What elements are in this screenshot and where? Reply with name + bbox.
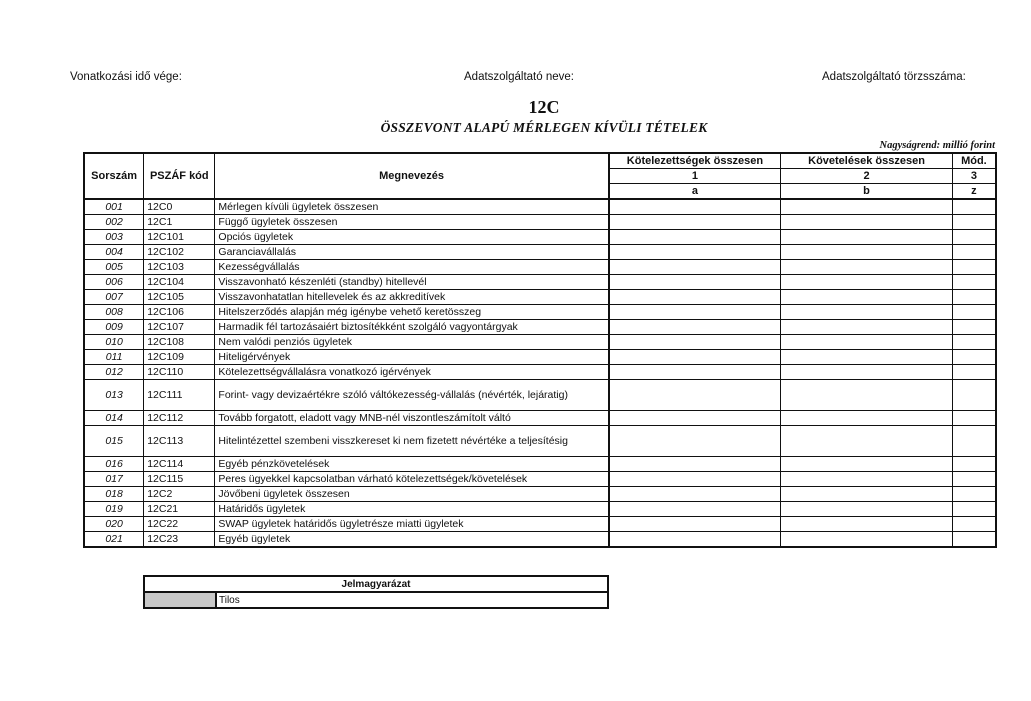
row-receivables-value[interactable]	[781, 411, 953, 426]
row-liabilities-value[interactable]	[609, 275, 781, 290]
row-liabilities-value[interactable]	[609, 517, 781, 532]
row-serial: 006	[84, 275, 144, 290]
row-receivables-value[interactable]	[781, 275, 953, 290]
row-pszaf-code: 12C109	[144, 350, 215, 365]
row-liabilities-value[interactable]	[609, 260, 781, 275]
table-row	[84, 335, 996, 350]
col-header-receivables: Követelések összesen	[781, 153, 953, 169]
row-pszaf-code: 12C2	[144, 487, 215, 502]
row-pszaf-code: 12C111	[144, 380, 215, 411]
row-pszaf-code: 12C105	[144, 290, 215, 305]
row-mod-value[interactable]	[952, 365, 996, 380]
row-name: Hitelszerződés alapján még igénybe vehető keretösszeg	[215, 305, 609, 320]
row-serial: 016	[84, 457, 144, 472]
row-receivables-value[interactable]	[781, 260, 953, 275]
table-row	[84, 411, 996, 426]
row-liabilities-value[interactable]	[609, 380, 781, 411]
row-pszaf-code: 12C113	[144, 426, 215, 457]
row-mod-value[interactable]	[952, 472, 996, 487]
col-letter-b: b	[781, 184, 953, 200]
form-code: 12C	[528, 97, 560, 117]
row-serial: 004	[84, 245, 144, 260]
table-row	[84, 472, 996, 487]
col-header-name: Megnevezés	[215, 153, 609, 199]
row-name: Függő ügyletek összesen	[215, 215, 609, 230]
row-receivables-value[interactable]	[781, 487, 953, 502]
row-pszaf-code: 12C23	[144, 532, 215, 548]
row-pszaf-code: 12C108	[144, 335, 215, 350]
table-row	[84, 305, 996, 320]
off-balance-sheet-table	[83, 152, 997, 548]
row-liabilities-value[interactable]	[609, 335, 781, 350]
row-serial: 008	[84, 305, 144, 320]
row-receivables-value[interactable]	[781, 230, 953, 245]
row-serial: 020	[84, 517, 144, 532]
row-receivables-value[interactable]	[781, 290, 953, 305]
row-name: Forint- vagy devizaértékre szóló váltókezesség-vállalás (névérték, lejáratig)	[215, 380, 609, 411]
row-name: Hiteligérvények	[215, 350, 609, 365]
row-receivables-value[interactable]	[781, 199, 953, 215]
row-pszaf-code: 12C103	[144, 260, 215, 275]
row-liabilities-value[interactable]	[609, 487, 781, 502]
row-mod-value[interactable]	[952, 502, 996, 517]
table-row	[84, 350, 996, 365]
row-receivables-value[interactable]	[781, 350, 953, 365]
row-liabilities-value[interactable]	[609, 502, 781, 517]
row-liabilities-value[interactable]	[609, 305, 781, 320]
row-pszaf-code: 12C21	[144, 502, 215, 517]
row-receivables-value[interactable]	[781, 532, 953, 548]
form-title: ÖSSZEVONT ALAPÚ MÉRLEGEN KÍVÜLI TÉTELEK	[380, 120, 708, 135]
row-serial: 015	[84, 426, 144, 457]
forbidden-label: Tilos	[216, 592, 608, 608]
row-receivables-value[interactable]	[781, 320, 953, 335]
row-name: Tovább forgatott, eladott vagy MNB-nél viszontleszámítolt váltó	[215, 411, 609, 426]
row-receivables-value[interactable]	[781, 380, 953, 411]
row-liabilities-value[interactable]	[609, 532, 781, 548]
row-serial: 010	[84, 335, 144, 350]
col-number-3: 3	[952, 169, 996, 184]
row-mod-value[interactable]	[952, 335, 996, 350]
row-pszaf-code: 12C115	[144, 472, 215, 487]
row-name: Kezességvállalás	[215, 260, 609, 275]
row-pszaf-code: 12C0	[144, 199, 215, 215]
table-row	[84, 517, 996, 532]
row-mod-value[interactable]	[952, 215, 996, 230]
row-name: Visszavonhatatlan hitellevelek és az akkreditívek	[215, 290, 609, 305]
row-receivables-value[interactable]	[781, 426, 953, 457]
row-liabilities-value[interactable]	[609, 457, 781, 472]
row-name: Jövőbeni ügyletek összesen	[215, 487, 609, 502]
table-row	[84, 215, 996, 230]
row-receivables-value[interactable]	[781, 305, 953, 320]
row-pszaf-code: 12C114	[144, 457, 215, 472]
table-row	[84, 320, 996, 335]
row-serial: 018	[84, 487, 144, 502]
row-receivables-value[interactable]	[781, 245, 953, 260]
row-liabilities-value[interactable]	[609, 411, 781, 426]
col-header-serial: Sorszám	[84, 153, 144, 199]
row-name: Határidős ügyletek	[215, 502, 609, 517]
table-row	[84, 380, 996, 411]
col-header-liabilities: Kötelezettségek összesen	[609, 153, 781, 169]
row-mod-value[interactable]	[952, 305, 996, 320]
row-pszaf-code: 12C101	[144, 230, 215, 245]
col-header-pszaf-code: PSZÁF kód	[144, 153, 215, 199]
provider-name-label: Adatszolgáltató neve:	[464, 71, 574, 83]
legend-title: Jelmagyarázat	[144, 576, 608, 592]
row-receivables-value[interactable]	[781, 517, 953, 532]
row-name: Egyéb ügyletek	[215, 532, 609, 548]
row-liabilities-value[interactable]	[609, 230, 781, 245]
table-row	[84, 245, 996, 260]
row-name: Hitelintézettel szembeni visszkereset ki nem fizetett névértéke a teljesítésig	[215, 426, 609, 457]
reporting-period-end-label: Vonatkozási idő vége:	[70, 71, 182, 83]
row-mod-value[interactable]	[952, 350, 996, 365]
table-row	[84, 487, 996, 502]
row-name: Visszavonható készenléti (standby) hitellevél	[215, 275, 609, 290]
row-pszaf-code: 12C1	[144, 215, 215, 230]
row-liabilities-value[interactable]	[609, 472, 781, 487]
row-pszaf-code: 12C104	[144, 275, 215, 290]
table-row	[84, 365, 996, 380]
row-mod-value[interactable]	[952, 532, 996, 548]
row-mod-value[interactable]	[952, 230, 996, 245]
row-mod-value[interactable]	[952, 517, 996, 532]
row-serial: 002	[84, 215, 144, 230]
forbidden-swatch	[144, 592, 216, 608]
col-header-mod: Mód.	[952, 153, 996, 169]
row-pszaf-code: 12C110	[144, 365, 215, 380]
col-number-2: 2	[781, 169, 953, 184]
unit-note: Nagyságrend: millió forint	[879, 140, 995, 151]
table-row	[84, 230, 996, 245]
table-row	[84, 532, 996, 548]
row-name: Kötelezettségvállalásra vonatkozó igérvények	[215, 365, 609, 380]
row-pszaf-code: 12C107	[144, 320, 215, 335]
row-pszaf-code: 12C106	[144, 305, 215, 320]
row-receivables-value[interactable]	[781, 502, 953, 517]
row-serial: 011	[84, 350, 144, 365]
row-name: Mérlegen kívüli ügyletek összesen	[215, 199, 609, 215]
row-mod-value[interactable]	[952, 380, 996, 411]
row-mod-value[interactable]	[952, 199, 996, 215]
row-pszaf-code: 12C102	[144, 245, 215, 260]
row-mod-value[interactable]	[952, 290, 996, 305]
row-serial: 019	[84, 502, 144, 517]
row-mod-value[interactable]	[952, 275, 996, 290]
row-receivables-value[interactable]	[781, 215, 953, 230]
table-row	[84, 275, 996, 290]
row-name: SWAP ügyletek határidős ügyletrésze miatti ügyletek	[215, 517, 609, 532]
row-mod-value[interactable]	[952, 457, 996, 472]
legend-table	[143, 575, 609, 609]
row-serial: 014	[84, 411, 144, 426]
table-row	[84, 199, 996, 215]
row-serial: 001	[84, 199, 144, 215]
table-row	[84, 457, 996, 472]
row-liabilities-value[interactable]	[609, 199, 781, 215]
row-pszaf-code: 12C22	[144, 517, 215, 532]
row-name: Egyéb pénzkövetelések	[215, 457, 609, 472]
row-name: Harmadik fél tartozásaiért biztosítékként szolgáló vagyontárgyak	[215, 320, 609, 335]
row-serial: 009	[84, 320, 144, 335]
row-receivables-value[interactable]	[781, 472, 953, 487]
row-liabilities-value[interactable]	[609, 350, 781, 365]
row-liabilities-value[interactable]	[609, 365, 781, 380]
row-serial: 021	[84, 532, 144, 548]
row-serial: 007	[84, 290, 144, 305]
row-liabilities-value[interactable]	[609, 245, 781, 260]
row-receivables-value[interactable]	[781, 457, 953, 472]
col-number-1: 1	[609, 169, 781, 184]
row-serial: 003	[84, 230, 144, 245]
row-mod-value[interactable]	[952, 320, 996, 335]
row-pszaf-code: 12C112	[144, 411, 215, 426]
row-name: Peres ügyekkel kapcsolatban várható kötelezettségek/követelések	[215, 472, 609, 487]
col-letter-z: z	[952, 184, 996, 200]
row-liabilities-value[interactable]	[609, 320, 781, 335]
provider-registry-number-label: Adatszolgáltató törzsszáma:	[822, 71, 966, 83]
table-row	[84, 502, 996, 517]
col-letter-a: a	[609, 184, 781, 200]
row-name: Garanciavállalás	[215, 245, 609, 260]
row-receivables-value[interactable]	[781, 365, 953, 380]
row-serial: 013	[84, 380, 144, 411]
row-name: Opciós ügyletek	[215, 230, 609, 245]
table-row	[84, 290, 996, 305]
row-mod-value[interactable]	[952, 487, 996, 502]
row-name: Nem valódi penziós ügyletek	[215, 335, 609, 350]
row-mod-value[interactable]	[952, 245, 996, 260]
row-serial: 017	[84, 472, 144, 487]
row-mod-value[interactable]	[952, 411, 996, 426]
row-mod-value[interactable]	[952, 426, 996, 457]
row-serial: 005	[84, 260, 144, 275]
row-mod-value[interactable]	[952, 260, 996, 275]
row-liabilities-value[interactable]	[609, 215, 781, 230]
row-liabilities-value[interactable]	[609, 290, 781, 305]
row-liabilities-value[interactable]	[609, 426, 781, 457]
table-row	[84, 426, 996, 457]
row-receivables-value[interactable]	[781, 335, 953, 350]
table-row	[84, 260, 996, 275]
row-serial: 012	[84, 365, 144, 380]
